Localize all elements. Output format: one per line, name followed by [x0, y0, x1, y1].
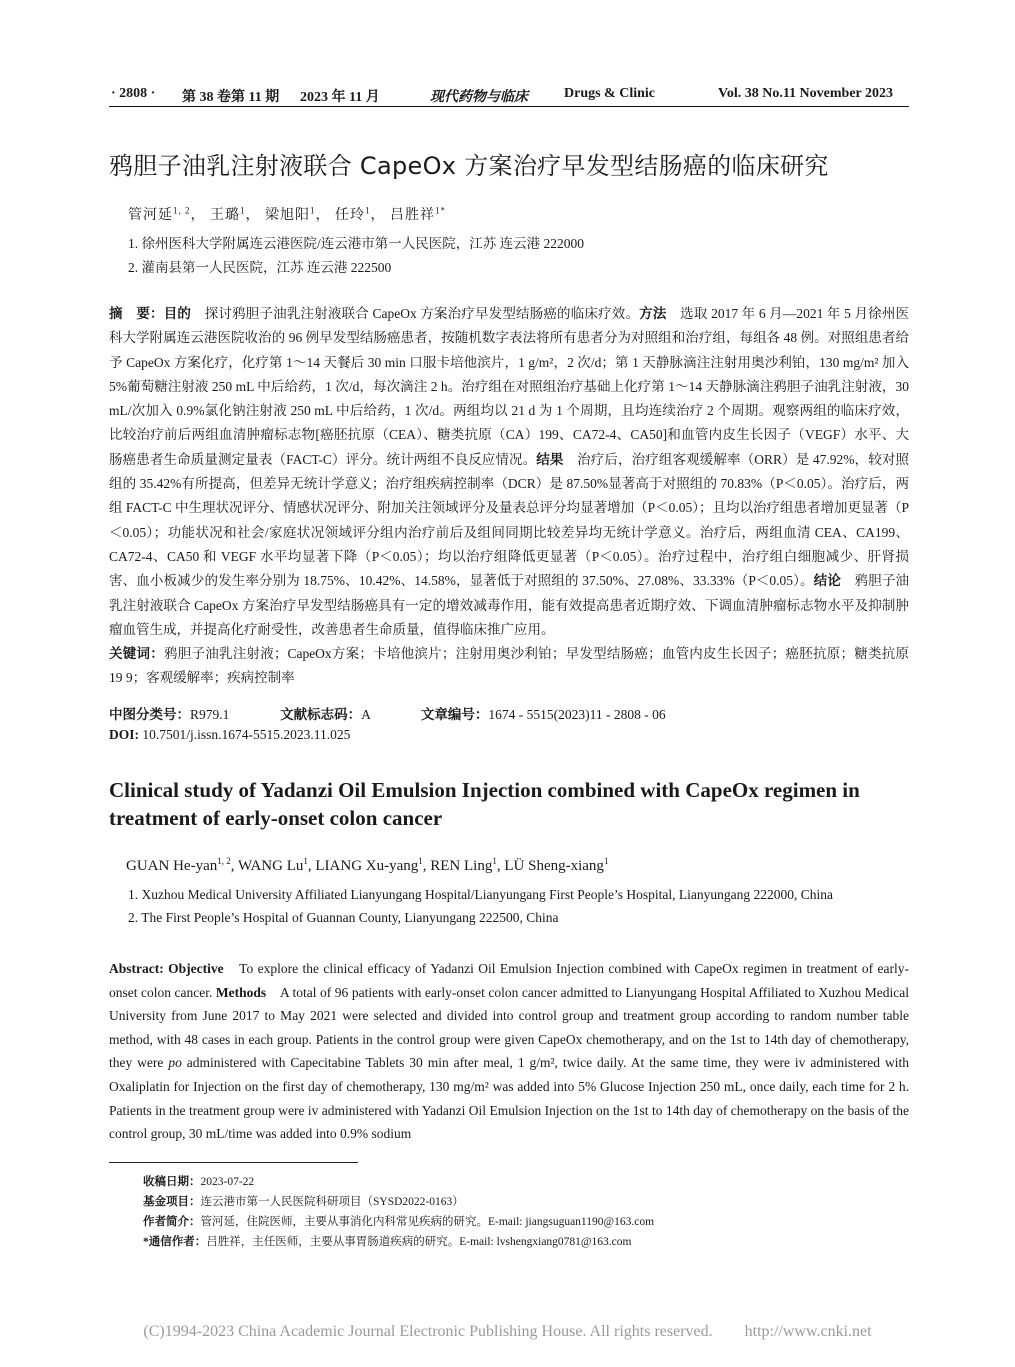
article-number-label: 文章编号：: [420, 707, 489, 722]
fund-text: 连云港市第一人民医院科研项目（SYSD2022-0163）: [200, 1196, 464, 1208]
footnote-fund: [143, 1193, 464, 1209]
journal-name-en: Drugs & Clinic: [564, 86, 655, 101]
keywords-text: 鸦胆子油乳注射液；CapeOx方案；卡培他滨片；注射用奥沙利铂；早发型结肠癌；血管内皮生长因子；癌胚抗原；糖类抗原 19 9；客观缓解率；疾病控制率: [109, 646, 909, 686]
objective-label: 目的: [163, 306, 192, 321]
author-bio-text: 管河延，住院医师，主要从事消化内科常见疾病的研究。E-mail: jiangsuguan1190@163.com: [200, 1216, 655, 1228]
doc-code-value: A: [361, 707, 371, 722]
results-text: 治疗后，治疗组客观缓解率（ORR）是 47.92%，较对照组的 35.42%有所提高，但差异无统计学意义；治疗组疾病控制率（DCR）是 87.50%显著高于对照组的 70.83%（P＜0.05）。治疗后，两组 FACT-C 中生理状况评分、情感状况评分、附加关注领域评分及量表总评分均显著增加（P＜0.05）；且均以治疗组患者增加更显著（P＜0.05）；功能状况和社会/家庭状况领域评分组内治疗前后及组间同期比较差异均无统计学意义。治疗后，两组血清 CEA、CA199、CA72-4、CA50 和 VEGF 水平均显著下降（P＜0.05）；均以治疗组降低更显著（P＜0.05）。治疗过程中，治疗组白细胞减少、肝肾损害、血小板减少的发生率分别为 18.75%、10.42%、14.58%，显著低于对照组的 37.50%、27.08%、33.33%（P＜0.05）。: [109, 451, 909, 589]
author-name: 吕胜祥: [390, 208, 435, 223]
doi-line: [109, 727, 350, 743]
keywords: [109, 642, 909, 691]
english-affiliation-2: 2. The First People’s Hospital of Guannan County, Lianyungang 222500, China: [128, 910, 559, 925]
methods-text-cont: administered with Capecitabine Tablets 30 min after meal, 1 g/m², twice daily. At the same time, they were iv administered with Oxaliplatin for Injection on the first day of chemotherapy, 130 mg/m² was added into 5% Glucose Injection 250 mL, once daily, each time for 2 h. Patients in the treatment group were iv administered with Yadanzi Oil Emulsion Injection on the 1st to 14th day of chemotherapy on the basis of the control group, 30 mL/time was added into 0.9% sodium: [109, 1055, 909, 1142]
author-name: WANG Lu: [237, 858, 304, 874]
corresponding-label: *通信作者：: [143, 1236, 207, 1248]
english-title: Clinical study of Yadanzi Oil Emulsion Injection combined with CapeOx regimen in treatment of early-onset colon cancer: [109, 778, 860, 830]
author-bio-label: 作者简介：: [143, 1216, 201, 1228]
keywords-label: 关键词：: [109, 646, 164, 662]
objective-label: Objective: [168, 961, 224, 976]
article-number-value: 1674 - 5515(2023)11 - 2808 - 06: [488, 707, 666, 722]
abstract-label: Abstract:: [109, 961, 164, 976]
received-label: 收稿日期：: [143, 1176, 201, 1188]
author-name: REN Ling: [430, 858, 493, 874]
results-label: 结果: [536, 451, 564, 467]
classification-line: [109, 703, 666, 723]
author-affil-sup: 1, 2: [217, 856, 231, 866]
volume-issue-en: Vol. 38 No.11 November 2023: [718, 86, 893, 101]
english-authors: GUAN He-yan$^{1, 2}$, WANG Lu$^1$, LIANG Xu-yang$^1$, REN Ling$^1$, LÜ Sheng-xiang$^1$: [126, 856, 609, 874]
chinese-title: 鸦胆子油乳注射液联合 CapeOx 方案治疗早发型结肠癌的临床研究: [109, 152, 829, 180]
author-affil-sup: 1, 2: [173, 205, 191, 216]
po-abbrev: po: [168, 1055, 182, 1071]
author-affil-sup: 1: [303, 856, 308, 866]
clc-label: 中图分类号：: [109, 707, 190, 722]
chinese-affiliation-2: 2. 灌南县第一人民医院，江苏 连云港 222500: [128, 260, 392, 275]
author-name: LIANG Xu-yang: [315, 858, 419, 874]
chinese-abstract: [109, 302, 909, 691]
page-number: · 2808 ·: [111, 86, 156, 101]
copyright-notice: (C)1994-2023 China Academic Journal Electronic Publishing House. All rights reserved. http://www.cnki.net: [143, 1323, 872, 1340]
methods-label: Methods: [215, 984, 267, 1000]
issue-date-cn: 2023 年 11 月: [300, 90, 380, 105]
objective-text: To explore the clinical efficacy of Yadanzi Oil Emulsion Injection combined with CapeOx regimen in treatment of early-onset colon cancer.: [109, 961, 909, 1000]
corresponding-text: 吕胜祥，主任医师，主要从事胃肠道疾病的研究。E-mail: lvshengxiang0781@163.com: [206, 1236, 632, 1248]
conclusion-text: 鸦胆子油乳注射液联合 CapeOx 方案治疗早发型结肠癌具有一定的增效减毒作用，能有效提高患者近期疗效、下调血清肿瘤标志物水平及抑制肿瘤血管生成，并提高化疗耐受性，改善患者生命质量，值得临床推广应用。: [109, 573, 910, 637]
doi-label: DOI:: [109, 727, 139, 742]
objective-text: 探讨鸦胆子油乳注射液联合 CapeOx 方案治疗早发型结肠癌的临床疗效。: [191, 306, 640, 321]
journal-name-cn: 现代药物与临床: [430, 90, 528, 105]
footnote-corresponding: [143, 1233, 631, 1249]
fund-label: 基金项目：: [143, 1196, 201, 1208]
header-rule: [109, 106, 909, 107]
methods-text: A total of 96 patients with early-onset colon cancer admitted to Lianyungang Hospital Affiliated to Xuzhou Medical University from June 2017 to May 2021 were selected and divided into control group and treatment group according to random number table method, with 48 cases in each group. Patients in the control group were given CapeOx chemotherapy, and on the 1st to 14th day of chemotherapy, they were: [109, 984, 909, 1071]
running-header: [109, 86, 909, 108]
author-affil-sup: 1: [240, 205, 246, 216]
author-name: GUAN He-yan: [126, 858, 218, 874]
abstract-label: 摘 要：: [109, 306, 164, 321]
author-affil-sup: 1: [310, 205, 316, 216]
footnote-received: [143, 1173, 254, 1189]
author-name: LÜ Sheng-xiang: [504, 858, 604, 874]
author-affil-sup: 1: [492, 856, 497, 866]
english-affiliation-1: 1. Xuzhou Medical University Affiliated Lianyungang Hospital/Lianyungang First People’s Hospital, Lianyungang 222000, China: [128, 887, 834, 902]
methods-label: 方法: [639, 306, 667, 321]
chinese-affiliation-1: 1. 徐州医科大学附属连云港医院/连云港市第一人民医院，江苏 连云港 222000: [128, 236, 584, 251]
footnote-author: [143, 1213, 654, 1229]
clc-value: R979.1: [190, 707, 230, 722]
conclusion-label: 结论: [813, 573, 841, 589]
chinese-authors: 管河延$^{1, 2}$， 王璐$^1$， 梁旭阳$^1$， 任玲$^1$， 吕胜祥$^{1*}$: [128, 205, 446, 223]
author-name: 王璐: [210, 208, 240, 223]
author-name: 任玲: [335, 208, 365, 223]
volume-issue-cn: 第 38 卷第 11 期: [182, 90, 280, 105]
methods-text: 选取 2017 年 6 月—2021 年 5 月徐州医科大学附属连云港医院收治的 96 例早发型结肠癌患者，按随机数字表法将所有患者分为对照组和治疗组，每组各 48 例。对照组患者给予 CapeOx 方案化疗，化疗第 1～14 天餐后 30 min 口服卡培他滨片，1 g/m²，2 次/d；第 1 天静脉滴注注射用奥沙利铂，130 mg/m² 加入 5%葡萄糖注射液 250 mL 中后给药，1 次/d，每次滴注 2 h。治疗组在对照组治疗基础上化疗第 1～14 天静脉滴注鸦胆子油乳注射液，30 mL/次加入 0.9%氯化钠注射液 250 mL 中后给药，1 次/d。两组均以 21 d 为 1 个周期，且均连续治疗 2 个周期。观察两组的临床疗效，比较治疗前后两组血清肿瘤标志物[癌胚抗原（CEA）、糖类抗原（CA）199、CA72-4、CA50]和血管内皮生长因子（VEGF）水平、大肠癌患者生命质量测定量表（FACT-C）评分。统计两组不良反应情况。: [109, 306, 909, 467]
author-affil-sup: 1: [365, 205, 371, 216]
author-name: 管河延: [128, 208, 173, 223]
doi-link[interactable]: 10.7501/j.issn.1674-5515.2023.11.025: [142, 727, 351, 742]
author-affil-sup: 1: [418, 856, 423, 866]
author-affil-sup: 1*: [435, 205, 446, 216]
author-affil-sup: 1: [603, 856, 609, 866]
doc-code-label: 文献标志码：: [280, 707, 362, 722]
footnote-rule: [109, 1162, 358, 1163]
author-name: 梁旭阳: [265, 208, 310, 223]
english-abstract: [109, 957, 909, 1146]
received-date: 2023-07-22: [200, 1176, 255, 1188]
